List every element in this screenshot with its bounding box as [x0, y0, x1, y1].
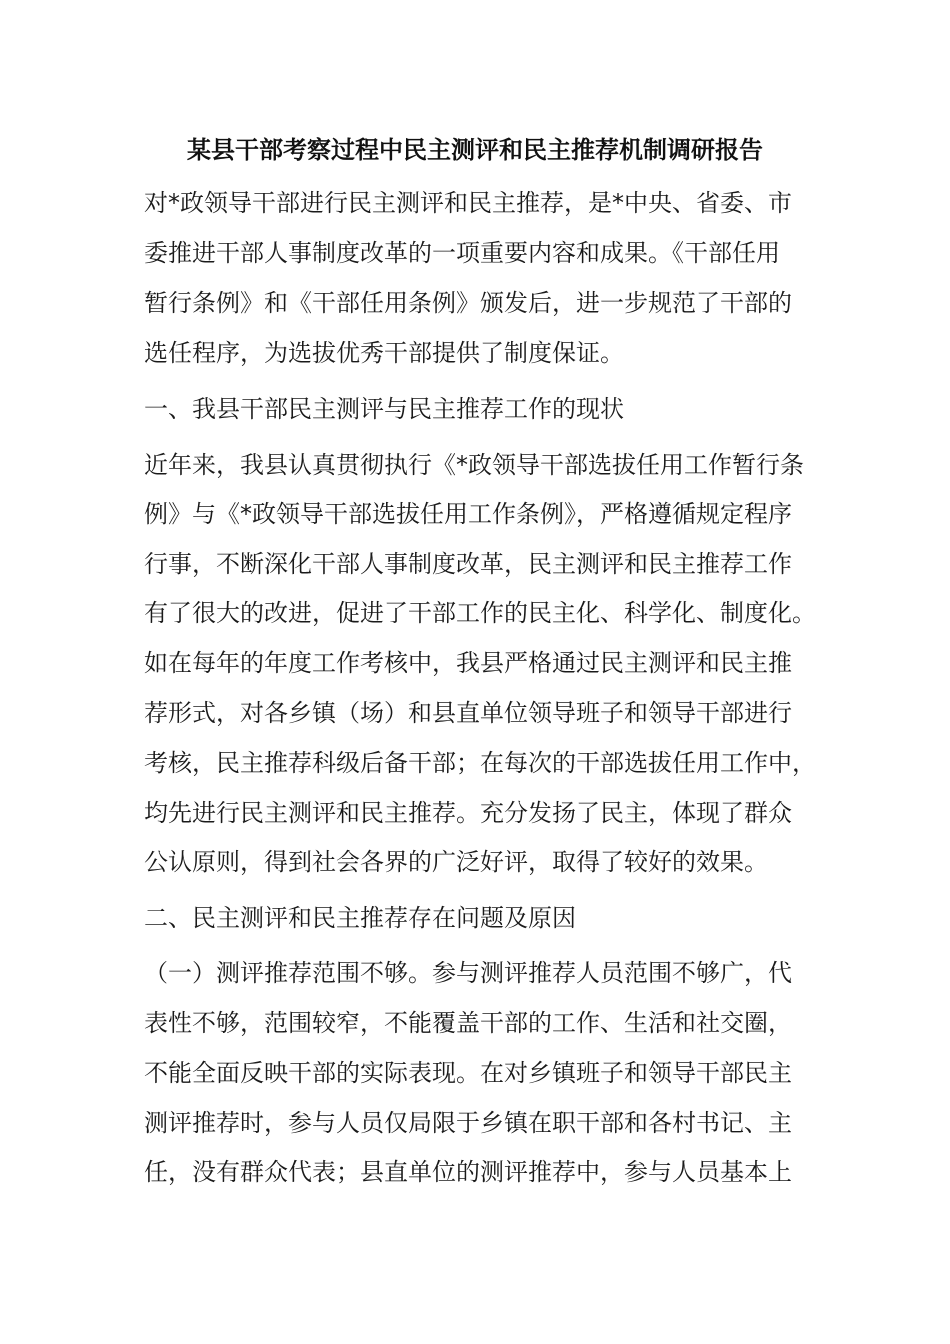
text-line: 均先进行民主测评和民主推荐。充分发扬了民主，体现了群众: [144, 799, 792, 827]
text-line: 例》与《*政领导干部选拔任用工作条例》，严格遵循规定程序: [144, 500, 792, 528]
text-line: 测评推荐时，参与人员仅局限于乡镇在职干部和各村书记、主: [144, 1109, 792, 1137]
text-line: 暂行条例》和《干部任用条例》颁发后，进一步规范了干部的: [144, 289, 792, 317]
text-line: 委推进干部人事制度改革的一项重要内容和成果。《干部任用: [144, 239, 780, 267]
text-line: 行事，不断深化干部人事制度改革，民主测评和民主推荐工作: [144, 550, 792, 578]
document-title: 某县干部考察过程中民主测评和民主推荐机制调研报告: [187, 136, 763, 164]
text-line: 近年来，我县认真贯彻执行《*政领导干部选拔任用工作暂行条: [144, 451, 804, 479]
text-line: 不能全面反映干部的实际表现。在对乡镇班子和领导干部民主: [144, 1059, 792, 1087]
text-line: 考核，民主推荐科级后备干部；在每次的干部选拔任用工作中，: [144, 749, 816, 777]
section-heading-1: 一、我县干部民主测评与民主推荐工作的现状: [144, 395, 624, 423]
text-line: 任，没有群众代表；县直单位的测评推荐中，参与人员基本上: [144, 1158, 792, 1186]
text-line: 有了很大的改进，促进了干部工作的民主化、科学化、制度化。: [144, 599, 816, 627]
text-line: 选任程序，为选拔优秀干部提供了制度保证。: [144, 339, 624, 367]
text-line: 表性不够，范围较窄，不能覆盖干部的工作、生活和社交圈，: [144, 1009, 792, 1037]
section-heading-2: 二、民主测评和民主推荐存在问题及原因: [144, 904, 576, 932]
text-line: 荐形式，对各乡镇（场）和县直单位领导班子和领导干部进行: [144, 699, 792, 727]
text-line: 对*政领导干部进行民主测评和民主推荐，是*中央、省委、市: [144, 189, 792, 217]
text-line: 如在每年的年度工作考核中，我县严格通过民主测评和民主推: [144, 649, 792, 677]
text-line: 公认原则，得到社会各界的广泛好评，取得了较好的效果。: [144, 848, 768, 876]
text-line: （一）测评推荐范围不够。参与测评推荐人员范围不够广，代: [144, 959, 792, 987]
